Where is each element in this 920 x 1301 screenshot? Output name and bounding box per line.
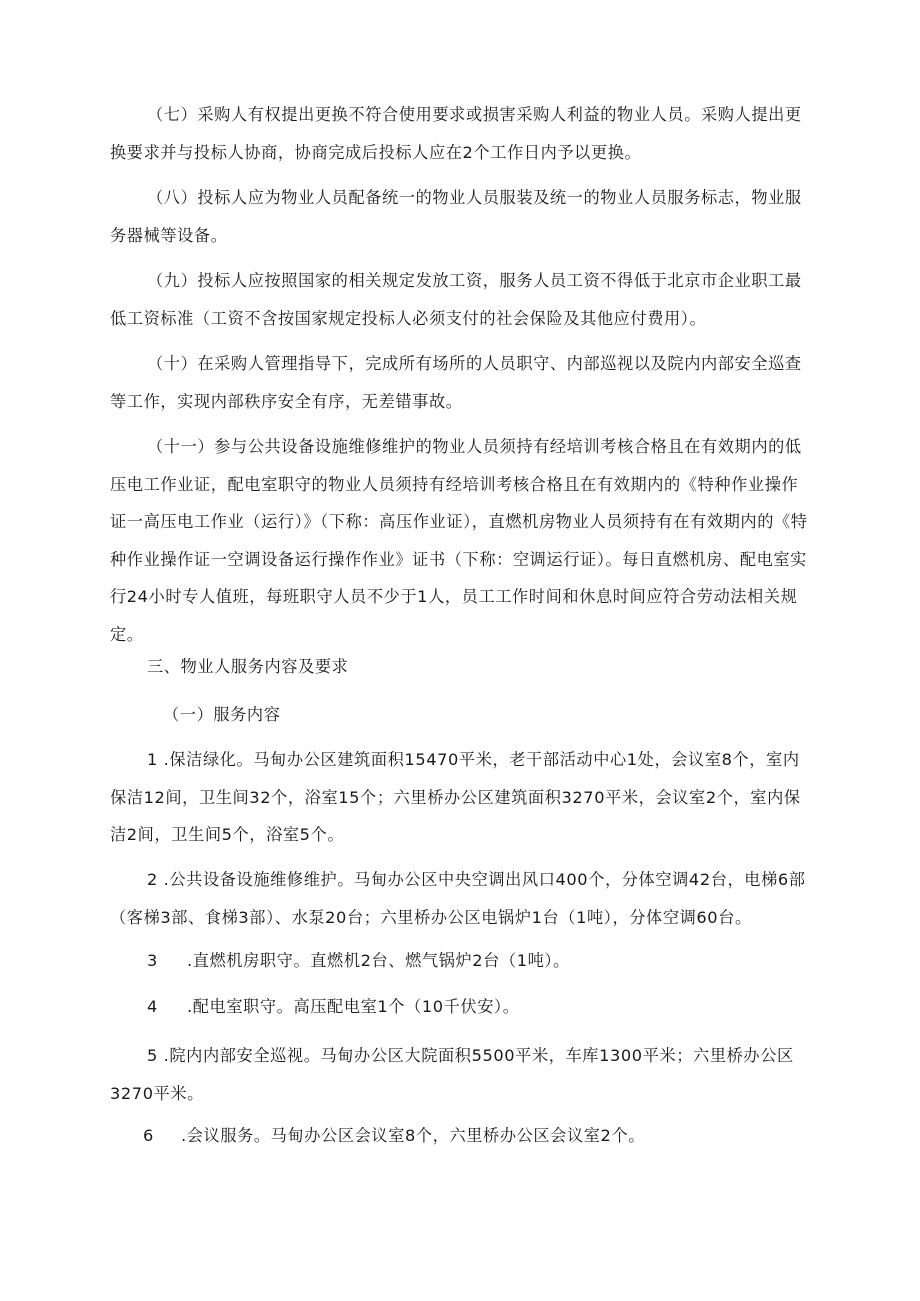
service-item-5: 5 .院内内部安全巡视。马甸办公区大院面积5500平米，车库1300平米；六里桥办公区3270平米。 [110,1046,794,1103]
service-item-1: 1 .保洁绿化。马甸办公区建筑面积15470平米，老干部活动中心1处，会议室8个，室内保洁12间，卫生间32个，浴室15个；六里桥办公区建筑面积3270平米，会议室2个，室内保洁2间，卫生间5个，浴室5个。 [110,750,801,844]
item-number: 6 [143,1126,154,1145]
paragraph-7: （七）采购人有权提出更换不符合使用要求或损害采购人利益的物业人员。采购人提出更换要求并与投标人协商，协商完成后投标人应在2个工作日内予以更换。 [110,105,802,162]
item-text: .会议服务。马甸办公区会议室8个，六里桥办公区会议室2个。 [181,1126,646,1145]
item-text: .配电室职守。高压配电室1个（10千伏安）。 [187,997,520,1016]
paragraph-11: （十一）参与公共设备设施维修维护的物业人员须持有经培训考核合格且在有效期内的低压电工作业证，配电室职守的物业人员须持有经培训考核合格且在有效期内的《特种作业操作证一高压电工作业（运行）》（下称：高压作业证），直燃机房物业人员须持有在有效期内的《特种作业操作证一空调设备运行操作作业》证书（下称：空调运行证）。每日直燃机房、配电室实行24小时专人值班，每班职守人员不少于1人，员工工作时间和休息时间应符合劳动法相关规定。 [110,437,808,644]
item-number: 4 [147,997,158,1016]
paragraph-9: （九）投标人应按照国家的相关规定发放工资，服务人员工资不得低于北京市企业职工最低工资标准（工资不含按国家规定投标人必须支付的社会保险及其他应付费用）。 [110,271,802,328]
section-heading: 三、物业人服务内容及要求 [147,657,349,676]
service-item-6 [143,1125,645,1147]
paragraph-10: （十）在采购人管理指导下，完成所有场所的人员职守、内部巡视以及院内内部安全巡查等工作，实现内部秩序安全有序，无差错事故。 [110,354,802,411]
paragraph-8: （八）投标人应为物业人员配备统一的物业人员服装及统一的物业人员服务标志，物业服务器械等设备。 [110,188,802,245]
service-item-3 [147,950,570,972]
subsection-heading: （一）服务内容 [163,705,281,724]
service-item-2: 2 .公共设备设施维修维护。马甸办公区中央空调出风口400个，分体空调42台，电梯6部（客梯3部、食梯3部）、水泵20台；六里桥办公区电锅炉1台（1吨），分体空调60台。 [110,870,806,927]
service-item-4 [147,996,520,1018]
item-number: 3 [147,951,158,970]
item-text: .直燃机房职守。直燃机2台、燃气锅炉2台（1吨）。 [187,951,570,970]
